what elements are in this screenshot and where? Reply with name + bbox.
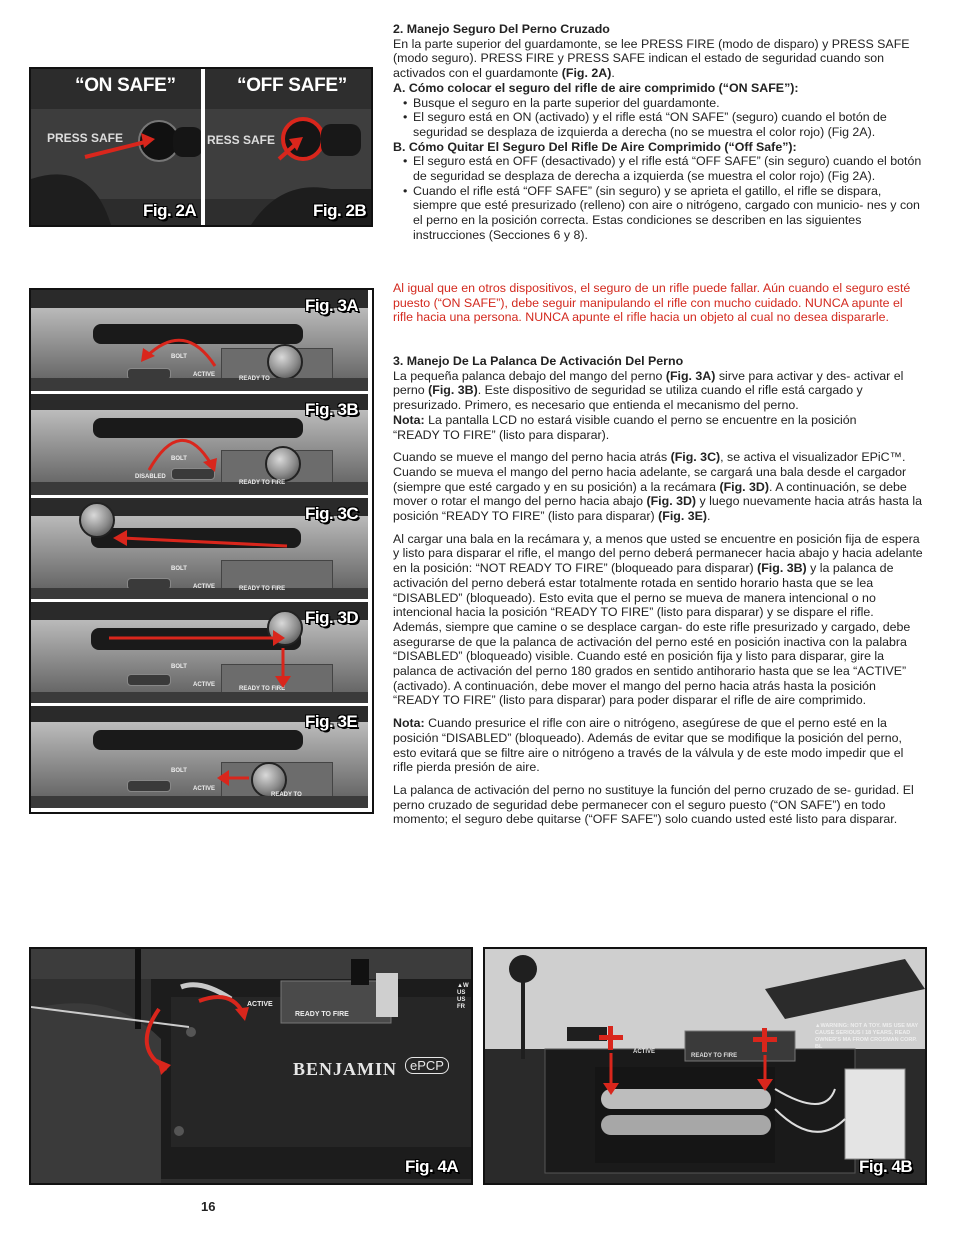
off-safe-title: “OFF SAFE” bbox=[237, 75, 347, 96]
s3-note2-label: Nota: bbox=[393, 716, 425, 731]
safety-warning: Al igual que en otros dispositivos, el seguro de un rifle puede fallar. Aún cuando el seguro esté puesto (“ON SAFE”), debe seguir manipulando el rifle con mucho cuidado. NUNCA apunte el rifle hacia una persona. NUNCA apunte el rifle hacia un objeto al cual no desea dispararle. bbox=[393, 281, 911, 325]
figure-3c-photo bbox=[31, 498, 368, 599]
s3-p1-fig3a: (Fig. 3A) bbox=[665, 368, 716, 383]
ready-label-3e: READY TO bbox=[271, 792, 302, 798]
figure-3a-photo bbox=[31, 290, 368, 391]
section-3-note-2 bbox=[393, 716, 923, 775]
s3-p2-b: , se activa el visualizador EPiC™. Cuando se mueva el mango del perno hacia adelante, se cargará una bala desde el cargador (siempre que esté cargado y en su posición) a la recámara bbox=[393, 450, 907, 494]
section-3-para-1 bbox=[393, 369, 923, 413]
side-label-4a: ▲W US US FR bbox=[457, 983, 469, 1010]
s3-p1-fig3b: (Fig. 3B) bbox=[428, 383, 478, 398]
active-label-4b: ACTIVE bbox=[633, 1049, 656, 1055]
fig-3a-label: Fig. 3A bbox=[305, 296, 359, 315]
figure-3-stack bbox=[29, 288, 374, 814]
s3-p2-e: luego nuevamente hacia atrás hasta la posición “READY TO FIRE” (listo para disparar) bbox=[393, 494, 922, 524]
s3-p2-a: Cuando se mueve el mango del perno hacia atrás bbox=[393, 450, 671, 465]
benjamin-logo: BENJAMIN bbox=[293, 1059, 398, 1079]
ready-label-4b: READY TO FIRE bbox=[691, 1053, 738, 1059]
s3-p2-f: . bbox=[707, 509, 711, 524]
s3-p2-c: . A continuación, se debe mover o rotar el mango del perno hacia abajo bbox=[393, 479, 907, 509]
page-number: 16 bbox=[201, 1199, 216, 1214]
s3-p2-fig3d2: (Fig. 3D) bbox=[646, 494, 697, 509]
section-2a-bullet-2: • El seguro está en ON (activado) y el rifle está “ON SAFE” (seguro) cuando el botón de seguridad se desplaza de izquierda a derecha (no se muestra el color rojo) (Fig 2A). bbox=[393, 110, 923, 139]
s3-note1-label: Nota: bbox=[393, 412, 425, 427]
bolt-label-3e: BOLT bbox=[171, 768, 187, 774]
section-2b-bullet-1: • El seguro está en OFF (desactivado) y el rifle está “OFF SAFE” (sin seguro) cuando el botón de seguridad se desplaza de derecha a izquierda (se muestra el color rojo) (Fig 2A). bbox=[393, 154, 923, 183]
figure-4b-artwork bbox=[485, 949, 925, 1183]
bolt-label-3b: BOLT bbox=[171, 456, 187, 462]
section-3-para-2 bbox=[393, 450, 923, 524]
s3-note2-text: Cuando presurice el rifle con aire o nitrógeno, asegúrese de que el perno esté en la posición “DISABLED” (bloqueado). Además de evitar que se modifique la posición del perno, esto evitará que se filtre aire o nitrógeno a través de la válvula y de este modo impedir que el rifle pierda presión de aire. bbox=[393, 716, 904, 775]
fig-3e-label: Fig. 3E bbox=[305, 712, 358, 731]
s3-p2-d: y bbox=[696, 494, 706, 509]
s3-p1-b: sirve para activar y des- activar el perno bbox=[393, 368, 904, 398]
bolt-label-3a: BOLT bbox=[171, 354, 187, 360]
section-3-text bbox=[393, 354, 923, 827]
figure-3d-photo bbox=[31, 602, 368, 703]
active-label-3a: ACTIVE bbox=[193, 372, 216, 378]
section-2a-title: A. Cómo colocar el seguro del rifle de aire comprimido (“ON SAFE”): bbox=[393, 80, 799, 95]
section-3-para-4: La palanca de activación del perno no sustituye la función del perno cruzado de se- guridad. El perno cruzado de seguridad debe permanecer con el seguro puesto (“ON SAFE”) en todo momento; el seguro debe quitarse (“OFF SAFE”) solo cuando usted esté listo para disparar. bbox=[393, 782, 914, 827]
bolt-label-3c: BOLT bbox=[171, 566, 187, 572]
ready-label-3a: READY TO bbox=[239, 376, 270, 382]
s3-p1-c: . Este dispositivo de seguridad se utiliza cuando el rifle está cargado y presurizado. Primero, es necesario que entienda el mecanismo del perno. bbox=[393, 383, 863, 413]
ready-label-3c: READY TO FIRE bbox=[239, 586, 286, 592]
section-2-intro bbox=[393, 37, 923, 81]
fig-3b-label: Fig. 3B bbox=[305, 400, 359, 419]
s3-p1-a: La pequeña palanca debajo del mango del perno bbox=[393, 368, 666, 383]
section-2-title: 2. Manejo Seguro Del Perno Cruzado bbox=[393, 22, 610, 36]
warning-sticker-text: ▲WARNING: NOT A TOY. MIS USE MAY CAUSE SERIOUS I 18 YEARS, READ OWNER'S MA FROM CROSMAN CORP. BL bbox=[815, 1023, 919, 1050]
section-2-intro-text: En la parte superior del guardamonte, se lee PRESS FIRE (modo de disparo) y PRESS SAFE (modo seguro). PRESS FIRE y PRESS SAFE indican el estado de seguridad cuando son activados con el guardamonte bbox=[393, 36, 910, 81]
fig-3c-label: Fig. 3C bbox=[305, 504, 359, 523]
active-label-3d: ACTIVE bbox=[193, 682, 216, 688]
s3-note1-a: La pantalla LCD no estará visible cuando el perno se encuentre en la posición bbox=[424, 412, 857, 427]
press-safe-label: PRESS SAFE bbox=[47, 131, 124, 145]
section-2a-bullet-1: • Busque el seguro en la parte superior del guardamonte. bbox=[393, 96, 923, 111]
figure-4a-photo bbox=[29, 947, 473, 1185]
bolt-label-3d: BOLT bbox=[171, 664, 187, 670]
press-safe-cut-label: RESS SAFE bbox=[207, 133, 276, 147]
fig-2b-label: Fig. 2B bbox=[313, 201, 367, 220]
figure-4b-photo bbox=[483, 947, 927, 1185]
s3-p3-fig3b: (Fig. 3B) bbox=[757, 561, 807, 576]
fig-2a-label: Fig. 2A bbox=[143, 201, 197, 220]
epcp-logo: ePCP bbox=[405, 1057, 449, 1074]
section-2-intro-end: . bbox=[611, 66, 615, 81]
fig-3d-label: Fig. 3D bbox=[305, 608, 359, 627]
figure-3b-photo bbox=[31, 394, 368, 495]
section-2b-bullet-2: • Cuando el rifle está “OFF SAFE” (sin seguro) y se aprieta el gatillo, el rifle se dispara, siempre que esté presurizado (relleno) con aire o nitrógeno, cargado con municio- nes y con el perno en la posición correcta. Estas condiciones se describen en las siguientes instrucciones (Secciones 6 y 8). bbox=[393, 184, 923, 243]
section-3-note-1 bbox=[393, 413, 923, 428]
figure-3e-photo bbox=[31, 706, 368, 808]
ready-label-4a: READY TO FIRE bbox=[295, 1011, 349, 1018]
section-3-note-1-cont: “READY TO FIRE” (listo para disparar). bbox=[393, 427, 610, 442]
section-3-title: 3. Manejo De La Palanca De Activación Del Perno bbox=[393, 354, 684, 368]
s3-p2-fig3d: (Fig. 3D) bbox=[719, 479, 770, 494]
section-2-text bbox=[393, 22, 923, 243]
section-3-para-3 bbox=[393, 532, 923, 708]
figure-2-safety-photo bbox=[29, 67, 373, 227]
s3-p3-a: Al cargar una bala en la recámara y, a menos que usted se encuentre en posición fija de espera y listo para disparar el rifle, el mango del perno deberá permanecer hacia abajo y hacia adelante en la posición: “NOT READY TO FIRE” (bloqueado para disparar) bbox=[393, 531, 923, 576]
fig-4a-label: Fig. 4A bbox=[405, 1157, 459, 1176]
s3-p2-fig3e: (Fig. 3E) bbox=[658, 509, 707, 524]
active-label-4a: ACTIVE bbox=[247, 1001, 273, 1008]
on-safe-title: “ON SAFE” bbox=[75, 75, 176, 96]
active-label-3c: ACTIVE bbox=[193, 584, 216, 590]
ready-label-3b: READY TO FIRE bbox=[239, 480, 286, 486]
s3-p3-b: y la palanca de activación del perno deberá estar totalmente rotada en sentido horario hasta que se lea “DISABLED” (bloqueado). Esto evita que el perno se mueva de manera intencional o no intencional hacia la posición “READY TO FIRE” (listo para disparar) y se dispare el rifle. Además, siempre que camine o se desplace cargan- do este rifle presurizado y cargado, debe asegurarse de que la palanca de activación del perno esté en posición inactiva con la palabra “DISABLED” (bloqueado) visible. Cuando esté en posición fija y listo para disparar, gire la palanca de activación del perno 180 grados en sentido antihorario hasta que se lea “ACTIVE” (activado). A continuación, debe mover el mango del perno hacia atrás hasta la posición “READY TO FIRE” (listo para disparar) para poder disparar el rifle de aire comprimido. bbox=[393, 561, 911, 708]
section-2-intro-fig: (Fig. 2A) bbox=[561, 66, 612, 81]
active-label-3e: ACTIVE bbox=[193, 786, 216, 792]
section-2b-title: B. Cómo Quitar El Seguro Del Rifle De Aire Comprimido (“Off Safe”): bbox=[393, 139, 797, 154]
s3-p2-fig3c: (Fig. 3C) bbox=[670, 450, 721, 465]
ready-label-3d: READY TO FIRE bbox=[239, 686, 286, 692]
fig-4b-label: Fig. 4B bbox=[859, 1157, 913, 1176]
disabled-label-3b: DISABLED bbox=[135, 474, 166, 480]
